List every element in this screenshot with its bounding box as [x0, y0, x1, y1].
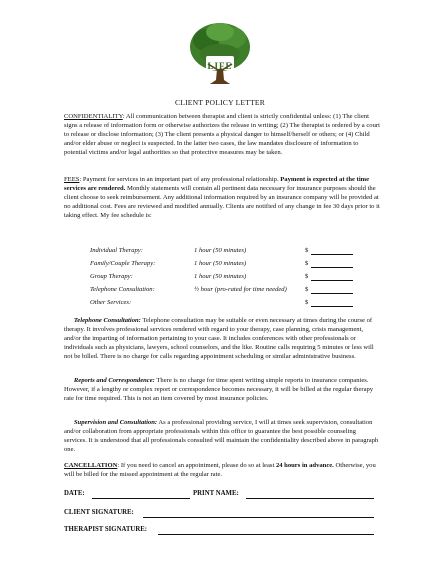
fee-service-name: Individual Therapy: [90, 247, 143, 254]
supervision-heading: Supervision and Consultation: [73, 419, 158, 426]
fee-amount-blank[interactable] [311, 280, 353, 281]
fee-amount-blank[interactable] [311, 267, 353, 268]
fee-amount-blank[interactable] [311, 254, 353, 255]
cancellation-paragraph [64, 462, 380, 480]
fee-row [90, 257, 380, 270]
fees-heading: FEES [64, 176, 80, 183]
client-signature-field[interactable] [143, 517, 374, 518]
logo-wordmark: LIFE [207, 61, 233, 71]
reports-heading: Reports and Correspondence: [73, 377, 155, 384]
date-field[interactable] [92, 498, 190, 499]
fee-duration: 1 hour (50 minutes) [194, 273, 247, 280]
fees-body-b: Monthly statements will contain all pertinent data necessary for insurance purposes should the client choose to seek reimbursement. Any additional information required by an insurance company will be provided at no additional cost. Fees are reviewed and modified annually. Clients are notified of any change in fee 30 days prior to it taking effect. My fee schedule is: [64, 184, 380, 219]
fee-service-name: Telephone Consultation: [90, 286, 155, 293]
fee-row [90, 283, 380, 296]
client-signature-label: CLIENT SIGNATURE: [64, 509, 134, 516]
fees-body-bold: Payment is expected at the time services are rendered. [64, 176, 370, 192]
page-title: CLIENT POLICY LETTER [174, 98, 266, 107]
cancellation-body-a: : If you need to cancel an appointment, please do so at least [117, 462, 276, 469]
tree-icon [188, 20, 252, 86]
fee-service-name: Group Therapy: [90, 273, 133, 280]
confidentiality-heading: CONFIDENTIALITY [64, 113, 123, 120]
fee-currency: $ [305, 260, 309, 267]
cancellation-body-bold: 24 hours in advance. [275, 462, 334, 469]
cancellation-heading: CANCELLATION [64, 462, 118, 469]
fee-duration: 1 hour (50 minutes) [194, 247, 247, 254]
fee-duration: 1 hour (50 minutes) [194, 260, 247, 267]
telephone-paragraph [64, 317, 380, 362]
therapist-signature-label: THERAPIST SIGNATURE: [64, 526, 148, 533]
fee-row [90, 244, 380, 257]
fee-row [90, 296, 380, 309]
date-label: DATE: [64, 490, 85, 497]
reports-body: There is no charge for time spent writing simple reports to insurance companies. However, if a lengthy or complex report or correspondence becomes necessary, it will be billed at the regular therapy rate for time required. This is not an item covered by most insurance policies. [64, 377, 374, 402]
fee-service-name: Other Services: [90, 299, 132, 306]
therapist-signature-field[interactable] [158, 534, 374, 535]
supervision-body: As a professional providing service, I will at times seek supervision, consultation and/or collaboration from appropriate professionals within this office to guarantee the best possible counseling services. It is understood that all professionals consulted will maintain the confidentiality described above in paragraph one. [64, 419, 379, 453]
fee-currency: $ [305, 299, 309, 306]
fee-currency: $ [305, 286, 309, 293]
supervision-paragraph [64, 419, 380, 455]
print-name-field[interactable] [246, 498, 374, 499]
fee-currency: $ [305, 247, 309, 254]
fee-amount-blank[interactable] [311, 306, 353, 307]
telephone-heading: Telephone Consultation: [73, 317, 141, 324]
fee-duration: ½ hour (pro-rated for time needed) [194, 286, 287, 293]
telephone-body: Telephone consultation may be suitable or even necessary at times during the course of therapy. It involves professional services rendered with regard to your therapy, case planning, crisis management, and/or the imparting of information pertaining to your case. It includes conferences with other professionals or individuals such as physicians, lawyers, school counselors, and the like. Routine calls requiring 5 minutes or less will not be billed. There is no charge for calls regarding appointment scheduling or similar administrative business. [64, 317, 374, 360]
life-tree-logo [188, 20, 252, 86]
fee-currency: $ [305, 273, 309, 280]
fees-body-a: : Payment for services in an important part of any professional relationship. [79, 176, 281, 183]
fees-paragraph [64, 176, 380, 221]
fee-amount-blank[interactable] [311, 293, 353, 294]
fee-row [90, 270, 380, 283]
confidentiality-body: : All communication between therapist and client is strictly confidential unless: (1) The client signs a release of information form or otherwise authorizes the release in writing; (2) The therapist is ordered by a court to release or disclose information; (3) The client presents a physical danger to himself/herself or others; or (4) Child and/or elder abuse or neglect is suspected. In the latter two cases, the law mandates disclosure of information to potential victims and/or legal authorities so that protective measures may be taken. [64, 113, 380, 156]
confidentiality-paragraph [64, 113, 380, 158]
print-name-label: PRINT NAME: [193, 490, 239, 497]
reports-paragraph [64, 377, 380, 404]
cancellation-body-b: Otherwise, you will be billed for the missed appointment at the regular rate. [64, 462, 376, 478]
fee-service-name: Family/Couple Therapy: [90, 260, 156, 267]
fee-schedule [90, 244, 380, 309]
